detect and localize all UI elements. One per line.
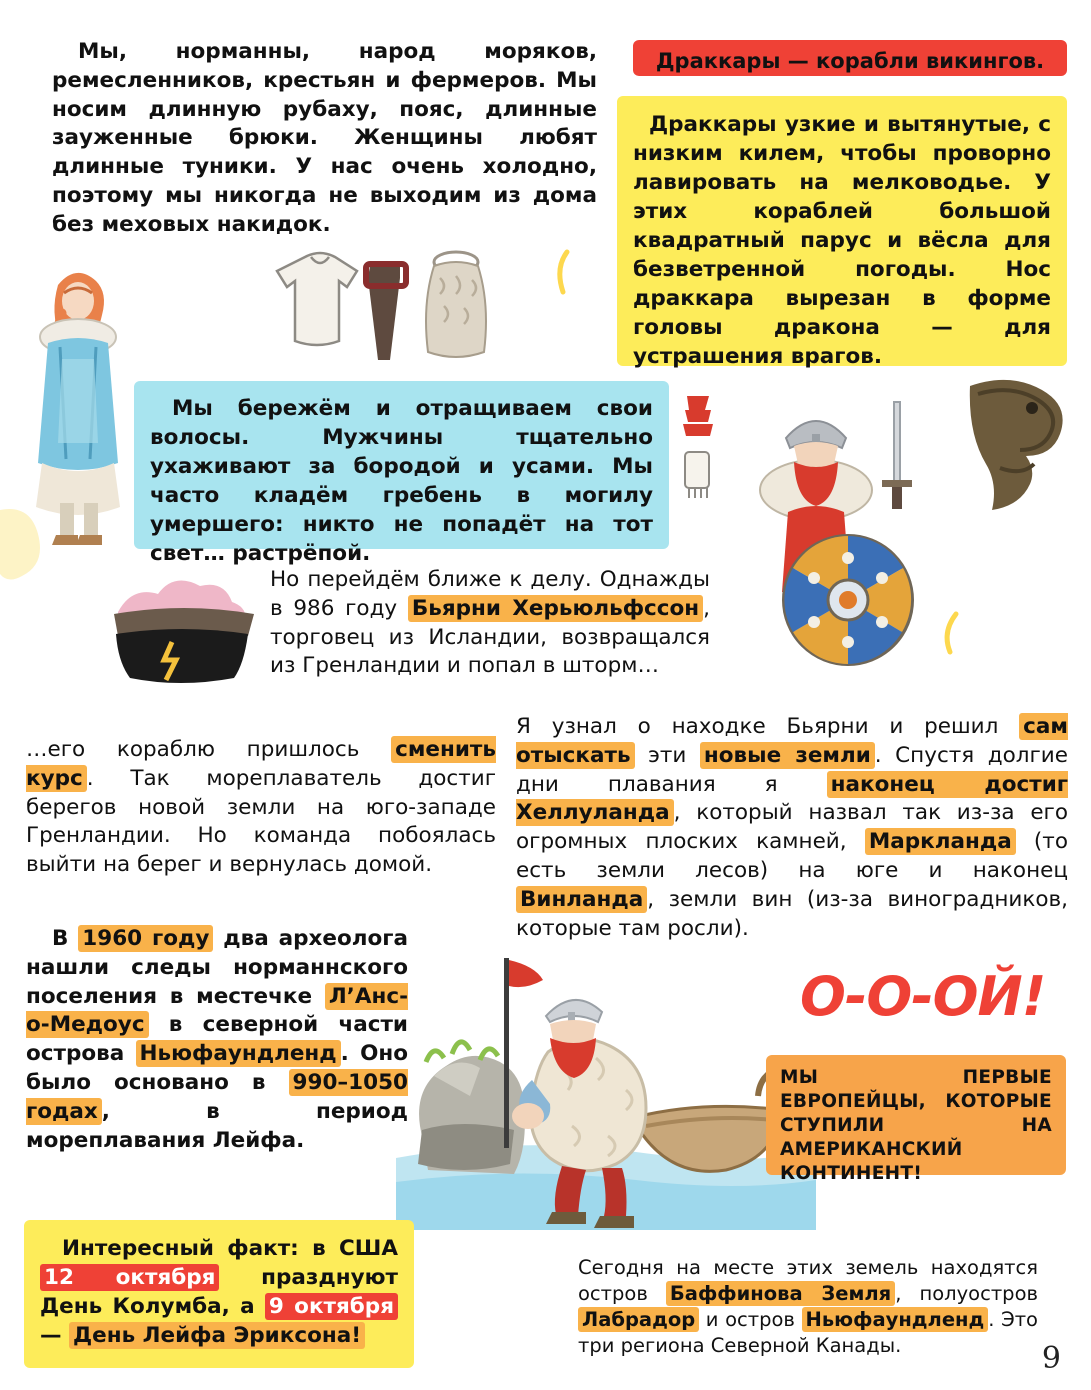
- discovery-text-1: Я узнал о находке Бьярни и решил: [516, 714, 1020, 739]
- today-text-2: , полуостров: [895, 1282, 1038, 1306]
- page-number: 9: [1041, 1341, 1061, 1376]
- comb-illustration: [665, 392, 735, 502]
- archeology-text-4: . Оно было основано в: [26, 1041, 408, 1095]
- course-text-1: …его кораблю пришлось: [26, 737, 392, 762]
- fact-hl-1: 12 октября: [40, 1264, 219, 1291]
- hair-info-text: Мы бережём и отращиваем свои волосы. Мужчины тщательно ухаживают за бородой и усами. Мы часто кладём гребень в могилу умершего: никто не попадёт на тот свет… растрёпой.: [150, 396, 653, 567]
- archeology-hl-2: Л’Анс-о-Медоус: [26, 983, 408, 1038]
- archeology-hl-3: Ньюфаундленд: [136, 1040, 341, 1067]
- archeology-text-1: В: [52, 926, 79, 951]
- leif-eriksson-landing-illustration: [396, 930, 816, 1230]
- today-text-1: Сегодня на месте этих земель находятся остров: [578, 1256, 1038, 1306]
- archeology-hl-4: 990–1050 годах: [26, 1069, 408, 1124]
- decor-swoosh-icon: [545, 248, 575, 298]
- viking-warrior-with-shield-illustration: [742, 372, 942, 672]
- tunic-illustration: [275, 245, 365, 350]
- drakkar-title-box: [633, 40, 1067, 76]
- storm-cloud-illustration: [110, 568, 260, 688]
- discovery-hl-1: сам отыскать: [516, 714, 1068, 768]
- speech-bubble-box: [766, 1055, 1066, 1185]
- belt-illustration: [358, 258, 414, 368]
- speech-bubble-text: МЫ ПЕРВЫЕ ЕВРОПЕЙЦЫ, КОТОРЫЕ СТУПИЛИ НА АМЕРИКАНСКИЙ КОНТИНЕНТ!: [780, 1067, 1052, 1185]
- discovery-text-5: (то есть земли лесов) на юге и наконец: [516, 829, 1068, 883]
- fact-text-2: празднуют День Колумба, а: [40, 1265, 398, 1320]
- archeology-text-3: в северной части острова: [26, 1012, 408, 1067]
- bjarni-text-1: Но перейдём ближе к делу. Однажды в 986 году: [270, 567, 710, 621]
- archeology-text-5: , в период мореплавания Лейфа.: [26, 1098, 408, 1153]
- fact-hl-3: День Лейфа Эриксона!: [69, 1322, 365, 1349]
- fact-text-3: —: [40, 1323, 69, 1349]
- course-hl-1: сменить курс: [26, 737, 496, 791]
- discovery-text-3: . Спустя долгие дни плавания я: [516, 742, 1068, 797]
- today-hl-1: Баффинова Земля: [666, 1281, 895, 1306]
- discovery-text-6: , земли вин (из-за виноградников, которые там росли).: [516, 886, 1068, 941]
- drakkar-dragon-head-illustration: [960, 372, 1091, 552]
- drakkar-info-box: [617, 96, 1067, 370]
- discovery-hl-5: Винланда: [516, 886, 647, 913]
- archeology-hl-1: 1960 году: [78, 925, 213, 952]
- fur-cape-illustration: [408, 248, 504, 363]
- decor-blob: [0, 500, 46, 580]
- discovery-text-2: эти: [634, 742, 700, 768]
- discovery-paragraph: [516, 713, 1068, 943]
- hair-info-box: [134, 381, 669, 567]
- bjarni-paragraph: [270, 566, 710, 681]
- today-hl-2: Лабрадор: [578, 1307, 699, 1332]
- today-paragraph: [578, 1255, 1038, 1360]
- archeology-text-2: два археолога нашли следы норманнского поселения в местечке: [26, 926, 409, 1009]
- intro-paragraph: Мы, норманны, народ моряков, ремесленников, крестьян и фермеров. Мы носим длинную рубаху, пояс, длинные зауженные брюки. Женщины любят длинные туники. У нас очень холодно, поэтому мы никогда не выходим из дома без меховых накидок.: [52, 39, 597, 237]
- fact-text-1: Интересный факт: в США: [62, 1236, 398, 1261]
- today-text-4: . Это три региона Северной Канады.: [578, 1308, 1038, 1358]
- shout-text: О-О-ОЙ!: [800, 965, 1046, 1028]
- today-text-3: и остров: [699, 1308, 802, 1332]
- bjarni-text-2: , торговец из Исландии, возвращался из Гренландии и попал в шторм…: [270, 595, 711, 679]
- drakkar-info-text: Драккары узкие и вытянутые, с низким килем, чтобы проворно лавировать на мелководье. У этих кораблей большой квадратный парус и вёсла для безветренной погоды. Нос драккара вырезан в форме головы дракона — для устрашения врагов.: [633, 112, 1051, 370]
- fun-fact-box: [24, 1220, 414, 1368]
- fun-fact-text: [24, 1220, 414, 1364]
- discovery-hl-3: наконец достиг Хеллуланда: [516, 771, 1068, 826]
- discovery-text-4: , который назвал так из-за его огромных плоских камней,: [516, 800, 1068, 855]
- fact-hl-2: 9 октября: [265, 1293, 398, 1320]
- decor-swoosh2-icon: [928, 608, 964, 658]
- discovery-hl-4: Маркланда: [865, 828, 1016, 855]
- course-text-2: . Так мореплаватель достиг берегов новой земли на юго-западе Гренландии. Но команда побоялась выйти на берег и вернулась домой.: [26, 765, 496, 878]
- archeology-paragraph: [26, 925, 408, 1155]
- today-hl-3: Ньюфаундленд: [802, 1307, 989, 1332]
- bjarni-name: Бьярни Херьюльфссон: [408, 595, 703, 622]
- course-paragraph: [26, 736, 496, 880]
- drakkar-title-text: Драккары — корабли викингов.: [655, 49, 1045, 73]
- discovery-hl-2: новые земли: [700, 742, 875, 769]
